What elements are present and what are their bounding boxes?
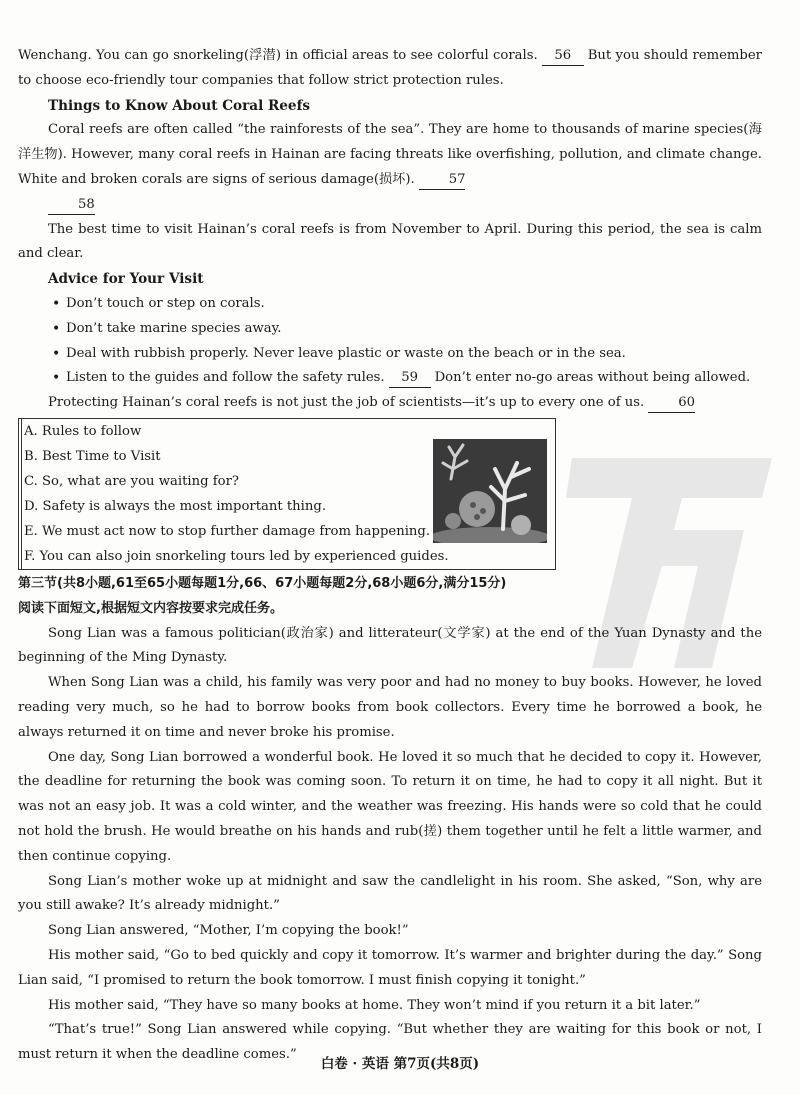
- page-content: [18, 44, 762, 1068]
- coral-image: [433, 439, 547, 543]
- page-footer: 白卷 · 英语 第7页(共8页): [320, 1056, 480, 1072]
- list-item: • Don’t touch or step on corals.: [52, 292, 762, 317]
- list-item: • Don’t take marine species away.: [52, 317, 762, 342]
- option-b: B. Best Time to Visit: [21, 444, 555, 469]
- paragraph-protecting: Protecting Hainan’s coral reefs is not just the job of scientists—it’s up to every one of us. 60: [18, 391, 762, 416]
- paragraph-blank-58: [18, 193, 762, 218]
- blank-60[interactable]: 60: [648, 394, 695, 413]
- option-e: E. We must act now to stop further damage from happening.: [21, 519, 555, 544]
- heading-advice: Advice for Your Visit: [48, 271, 204, 288]
- blank-57[interactable]: 57: [419, 171, 466, 190]
- heading-coral-reefs: Things to Know About Coral Reefs: [48, 97, 311, 114]
- story-paragraph-8: “That’s true!” Song Lian answered while copying. “But whether they are waiting for this book or not, I must return it when the deadline comes.”: [18, 1022, 762, 1063]
- section-3-instruction: 阅读下面短文,根据短文内容按要求完成任务。: [18, 600, 283, 616]
- story-paragraph-4: Song Lian’s mother woke up at midnight and saw the candlelight in his room. She asked, “Son, why are you still awake? It’s already midnight.”: [18, 873, 762, 914]
- advice-list: [18, 292, 762, 391]
- paragraph-coral-reefs: Coral reefs are often called “the rainforests of the sea”. They are home to thousands of marine species(海洋生物). However, many coral reefs in Hainan are facing threats like overfishing, pollution, and climate change. White and broken corals are signs of serious damage(损坏). 57: [18, 118, 762, 192]
- blank-59[interactable]: 59: [389, 369, 431, 388]
- paragraph-best-time: The best time to visit Hainan’s coral reefs is from November to April. During this period, the sea is calm and clear.: [18, 221, 762, 262]
- section-3-title: 第三节(共8小题,61至65小题每题1分,66、67小题每题2分,68小题6分,满分15分): [18, 575, 507, 591]
- list-item: • Listen to the guides and follow the safety rules. 59 Don’t enter no-go areas without being allowed.: [52, 366, 762, 391]
- story-paragraph-2: When Song Lian was a child, his family was very poor and had no money to buy books. However, he loved reading very much, so he had to borrow books from book collectors. Every time he borrowed a book, he always returned it on time and never broke his promise.: [18, 675, 762, 740]
- blank-58[interactable]: 58: [48, 196, 95, 215]
- option-d: D. Safety is always the most important thing.: [21, 494, 555, 519]
- paragraph-snorkeling: Wenchang. You can go snorkeling(浮潜) in official areas to see colorful corals. 56 But you should remember to choose eco-friendly tour companies that follow strict protection rules.: [18, 48, 762, 88]
- options-box: [18, 418, 556, 570]
- option-a: A. Rules to follow: [21, 419, 555, 444]
- story-paragraph-3: One day, Song Lian borrowed a wonderful book. He loved it so much that he decided to copy it. However, the deadline for returning the book was coming soon. To return it on time, he had to copy it all night. But it was not an easy job. It was a cold winter, and the weather was freezing. His hands were so cold that he could not hold the brush. He would breathe on his hands and rub(搓) them together until he felt a little warmer, and then continue copying.: [18, 749, 762, 864]
- story-paragraph-1: Song Lian was a famous politician(政治家) and litterateur(文学家) at the end of the Yuan Dynasty and the beginning of the Ming Dynasty.: [18, 625, 762, 666]
- story-paragraph-5: Song Lian answered, “Mother, I’m copying the book!”: [48, 923, 409, 939]
- option-c: C. So, what are you waiting for?: [21, 469, 555, 494]
- story-paragraph-6: His mother said, “Go to bed quickly and copy it tomorrow. It’s warmer and brighter during the day.” Song Lian said, “I promised to return the book tomorrow. I must finish copying it tonight.”: [18, 947, 762, 988]
- option-f: F. You can also join snorkeling tours led by experienced guides.: [21, 544, 555, 569]
- blank-56[interactable]: 56: [542, 47, 584, 66]
- list-item: • Deal with rubbish properly. Never leave plastic or waste on the beach or in the sea.: [52, 342, 762, 367]
- story-paragraph-7: His mother said, “They have so many books at home. They won’t mind if you return it a bit later.”: [48, 997, 701, 1013]
